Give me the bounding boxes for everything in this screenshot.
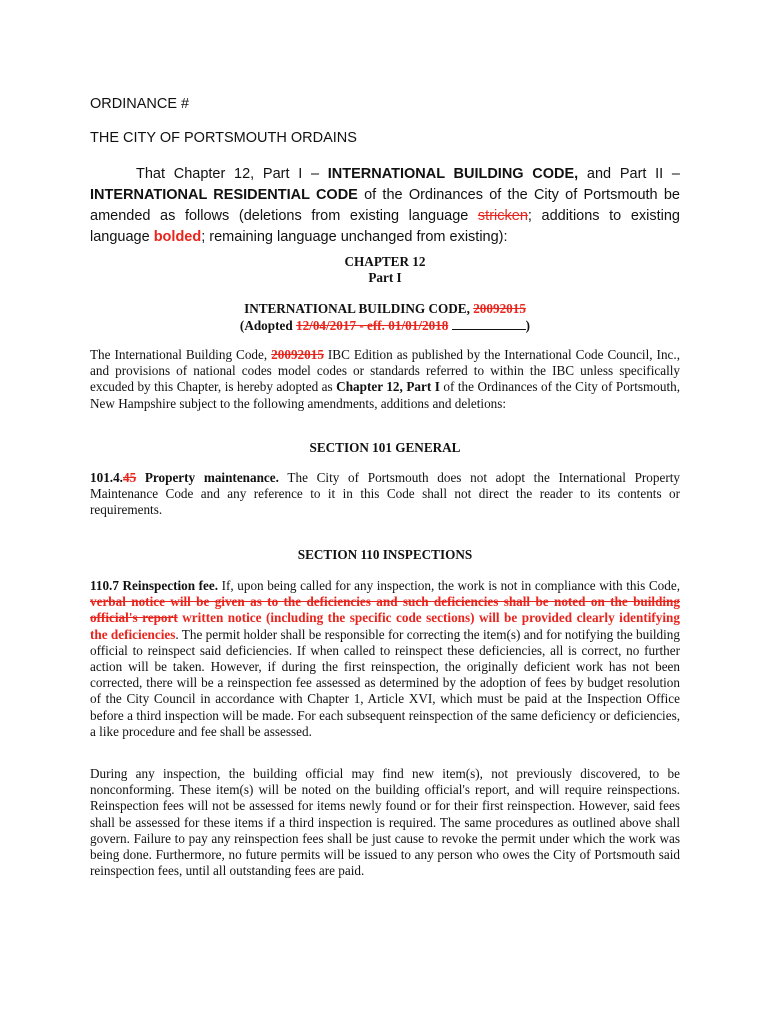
ibc-bold: INTERNATIONAL BUILDING CODE, [327,166,579,182]
intro-text: of the Ordinances of the City of Portsmouth be amended as follows (deletions from existing language [90,187,680,224]
section-110-paragraph [90,578,680,740]
section-101-number-change: 45 [122,470,137,485]
section-101-paragraph [90,470,680,519]
section-101-number: 101.4. [90,470,123,485]
section-110-deletion: verbal notice will be given as to the deficiencies and such deficiencies shall be noted on the building official's report [90,594,680,626]
code-title-text: INTERNATIONAL BUILDING CODE, [244,301,474,316]
section-101-heading: SECTION 101 GENERAL [309,440,461,455]
section-101-text: The City of Portsmouth does not adopt the International Property Maintenance Code and any reference to it in this Code shall not direct the reader to its contents or requirements. [90,470,680,518]
stricken-example: stricken [477,208,528,224]
section-110-addition: written notice (including the specific code sections) will be provided clearly identifying the deficiencies [90,610,680,642]
ordains-line: THE CITY OF PORTSMOUTH ORDAINS [90,130,357,146]
chapter-part: Part I [368,270,402,285]
intro-text: ; additions to existing language [90,208,680,245]
adopted-line [90,317,680,334]
chapter-title: CHAPTER 12 [344,254,426,269]
irc-bold: INTERNATIONAL RESIDENTIAL CODE [90,187,358,203]
bolded-example: bolded [153,229,202,245]
adopted-close: ) [525,318,531,333]
adopted-label: (Adopted [239,318,296,333]
section-110-heading: SECTION 110 INSPECTIONS [297,547,473,562]
code-title [90,301,680,317]
adoption-bold: Chapter 12, Part I [336,379,440,395]
adoption-text: of the Ordinances of the City of Portsmouth, New Hampshire subject to the following amendments, additions and deletions: [90,379,680,411]
section-110-paragraph-2: During any inspection, the building official may find new item(s), not previously discovered, to be nonconforming. These item(s) will be noted on the building official's report, and will require reinspections. Reinspection fees will not be assessed for items newly found or for their first reinspection. However, said fees shall be assessed for these items if a third inspection is required. The same procedures as outlined above shall govern. Failure to pay any reinspection fees shall be just cause to revoke the permit under which the work was being done. Furthermore, no future permits will be issued to any person who owes the City of Portsmouth said reinspection fees, until all outstanding fees are paid. [90,766,680,879]
adoption-year: 20092015 [271,347,324,362]
intro-paragraph [90,164,680,248]
section-110-text: If, upon being called for any inspection, the work is not in compliance with this Code, [218,578,680,593]
adoption-text: IBC Edition as published by the International Code Council, Inc., and provisions of national codes model codes or standards referred to within the IBC unless specifically excuded by this Chapter, is hereby adopted as [90,347,680,395]
section-101-title: Property maintenance. [136,470,279,485]
intro-text: and Part II – [578,166,680,182]
intro-text: That Chapter 12, Part I – [136,166,328,182]
adoption-text: The International Building Code, [90,347,272,362]
section-110-title: 110.7 Reinspection fee. [90,578,219,593]
code-year: 20092015 [473,301,526,316]
adopted-struck-date: 12/04/2017 - eff. 01/01/2018 [295,318,449,333]
section-110-text: . The permit holder shall be responsible for correcting the item(s) and for notifying the building official to reinspect said deficiencies. If when called to reinspect these deficiencies, all is correct, no further action will be taken. However, if during the first reinspection, the originally deficient work has not been corrected, there will be a reinspection fee assessed as determined by the adoption of fees by budget resolution of the City Council in accordance with Chapter 1, Article XVI, which must be paid at the Inspection Office before a third inspection will be made. For each subsequent reinspection of the same deficiency or deficiencies, a like procedure and fee shall be assessed. [90,626,680,739]
date-blank [452,317,526,330]
ordinance-number: ORDINANCE # [90,96,190,112]
adoption-paragraph [90,347,680,412]
intro-text: ; remaining language unchanged from existing): [201,229,508,245]
